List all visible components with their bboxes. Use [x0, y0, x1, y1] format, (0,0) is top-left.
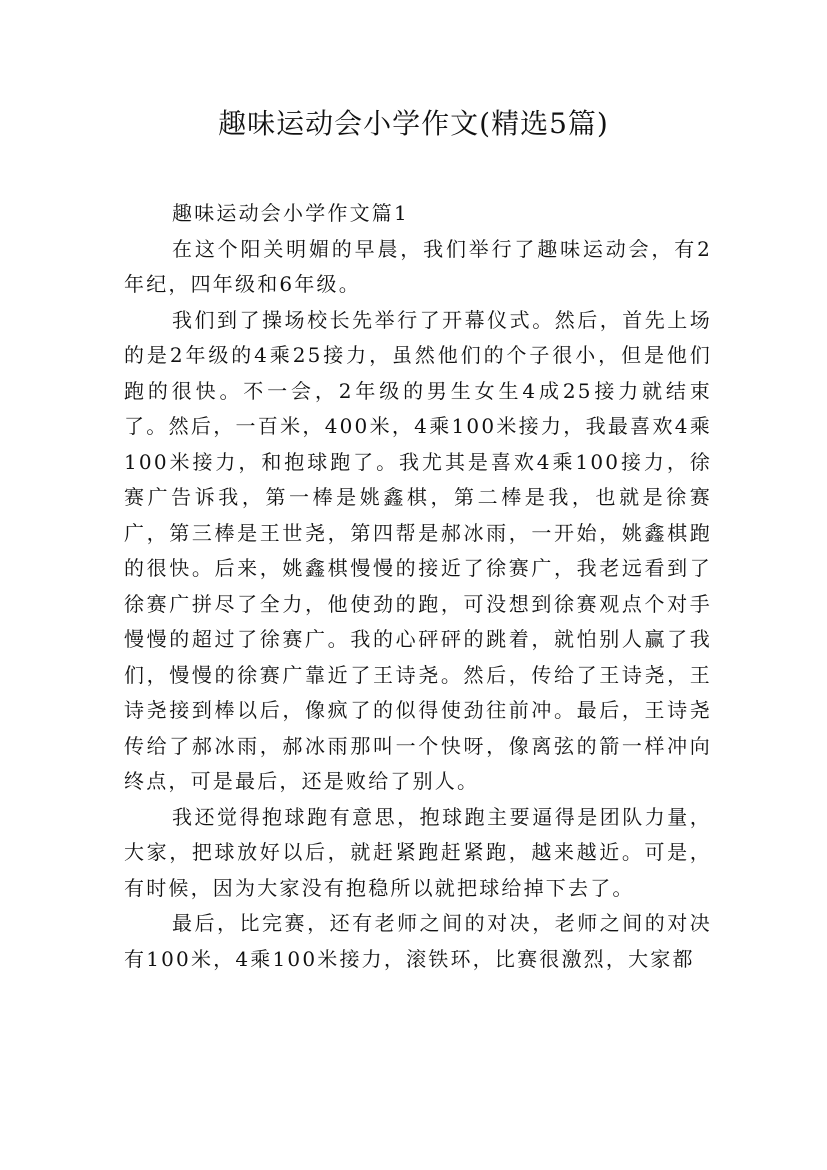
paragraph: 我还觉得抱球跑有意思，抱球跑主要逼得是团队力量，大家，把球放好以后，就赶紧跑赶紧跑，越来越近。可是，有时候，因为大家没有抱稳所以就把球给掉下去了。 — [124, 804, 712, 900]
document-title: 趣味运动会小学作文(精选5篇) — [218, 107, 609, 140]
paragraph: 在这个阳关明媚的早晨，我们举行了趣味运动会，有2年纪，四年级和6年级。 — [124, 236, 712, 296]
document-body — [124, 196, 712, 977]
paragraph: 我们到了操场校长先举行了开幕仪式。然后，首先上场的是2年级的4乘25接力，虽然他们的个子很小，但是他们跑的很快。不一会，2年级的男生女生4成25接力就结束了。然后，一百米，400米，4乘100米接力，我最喜欢4乘100米接力，和抱球跑了。我尤其是喜欢4乘100接力，徐赛广告诉我，第一棒是姚鑫棋，第二棒是我，也就是徐赛广，第三棒是王世尧，第四帮是郝冰雨，一开始，姚鑫棋跑的很快。后来，姚鑫棋慢慢的接近了徐赛广，我老远看到了徐赛广拼尽了全力，他使劲的跑，可没想到徐赛观点个对手慢慢的超过了徐赛广。我的心砰砰的跳着，就怕别人赢了我们，慢慢的徐赛广靠近了王诗尧。然后，传给了王诗尧，王诗尧接到棒以后，像疯了的似得使劲往前冲。最后，王诗尧传给了郝冰雨，郝冰雨那叫一个快呀，像离弦的箭一样冲向终点，可是最后，还是败给了别人。 — [124, 307, 712, 793]
section-heading: 趣味运动会小学作文篇1 — [172, 201, 409, 225]
paragraph: 最后，比完赛，还有老师之间的对决，老师之间的对决有100米，4乘100米接力，滚铁环，比赛很激烈，大家都 — [124, 911, 712, 971]
